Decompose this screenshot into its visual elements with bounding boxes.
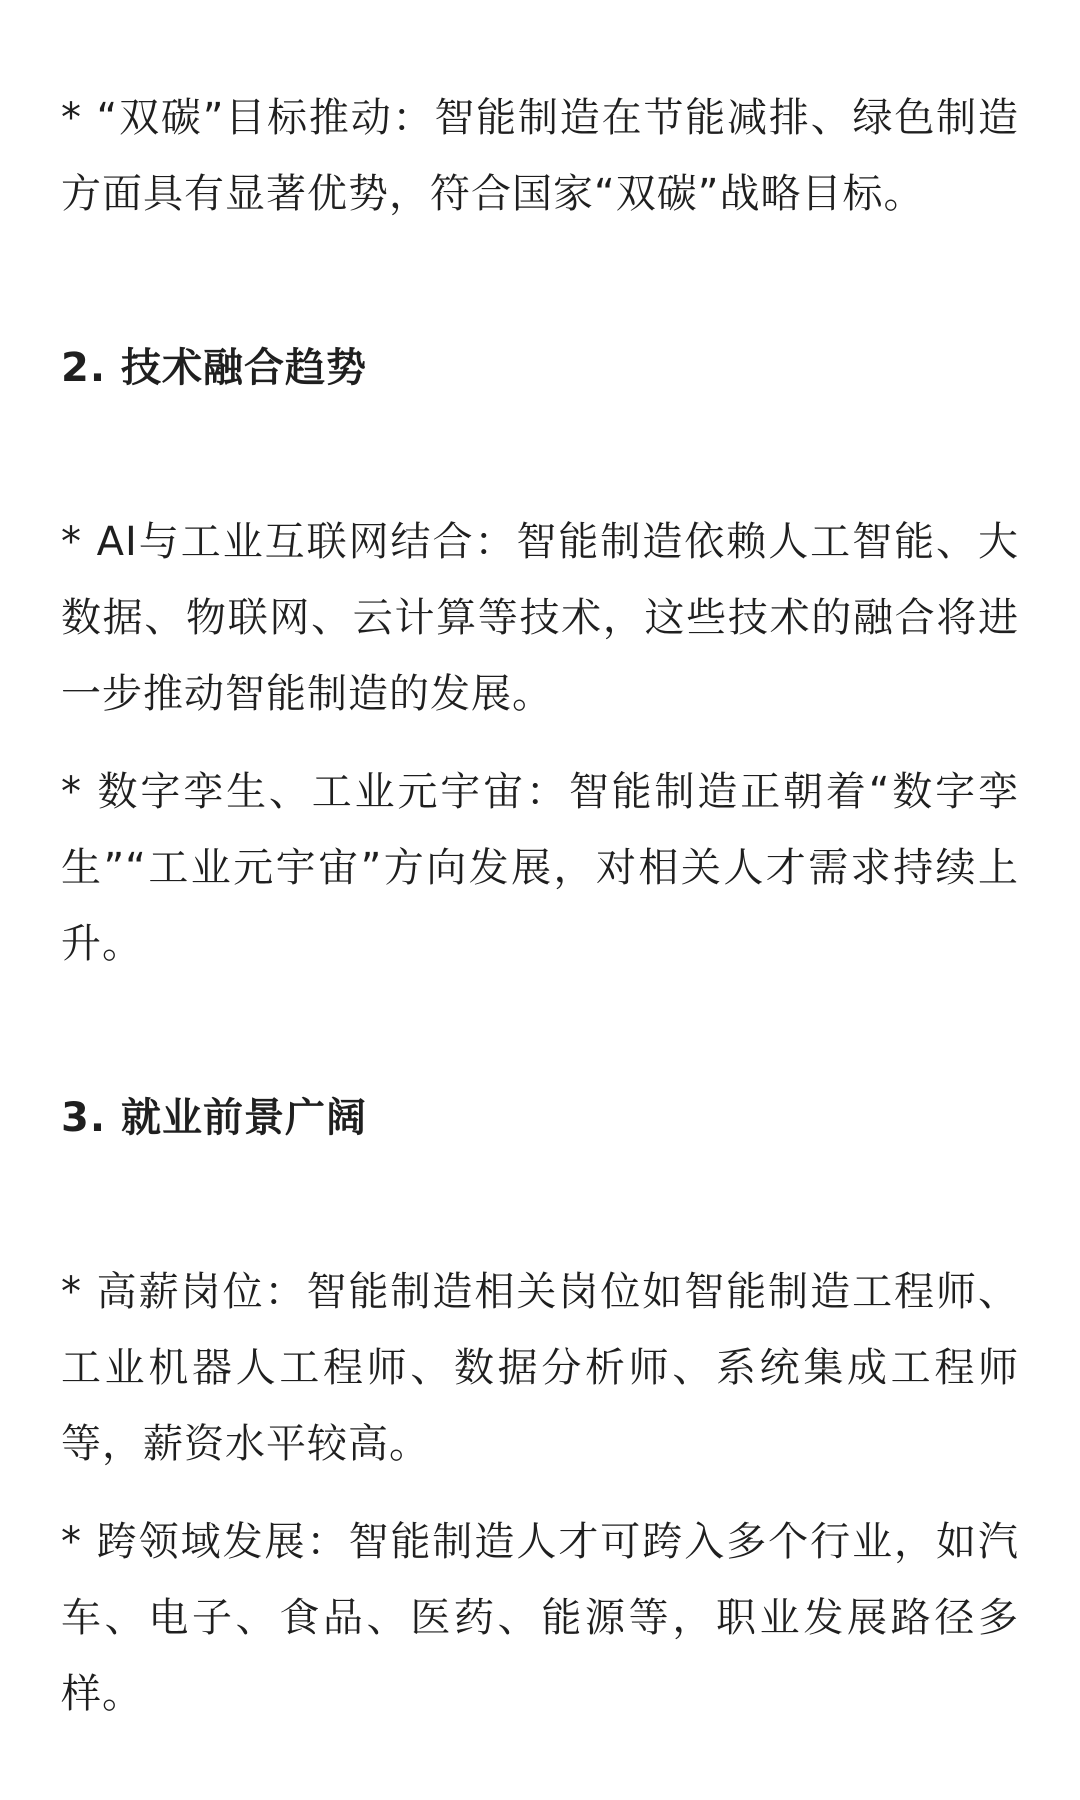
bullet-dual-carbon: * “双碳”目标推动：智能制造在节能减排、绿色制造方面具有显著优势，符合国家“双碳”战略目标。 bbox=[61, 95, 1019, 217]
bullet-high-salary: * 高薪岗位：智能制造相关岗位如智能制造工程师、工业机器人工程师、数据分析师、系统集成工程师等，薪资水平较高。 bbox=[61, 1269, 1019, 1467]
article-content bbox=[61, 80, 1019, 1732]
bullet-ai-industrial-internet: * AI与工业互联网结合：智能制造依赖人工智能、大数据、物联网、云计算等技术，这些技术的融合将进一步推动智能制造的发展。 bbox=[61, 519, 1019, 717]
bullet-digital-twin: * 数字孪生、工业元宇宙：智能制造正朝着“数字孪生”“工业元宇宙”方向发展，对相关人才需求持续上升。 bbox=[61, 769, 1019, 967]
section-heading-employment: 3. 就业前景广阔 bbox=[61, 1095, 367, 1141]
bullet-cross-domain: * 跨领域发展：智能制造人才可跨入多个行业，如汽车、电子、食品、医药、能源等，职业发展路径多样。 bbox=[61, 1519, 1019, 1717]
section-heading-tech-trend: 2. 技术融合趋势 bbox=[61, 345, 367, 391]
